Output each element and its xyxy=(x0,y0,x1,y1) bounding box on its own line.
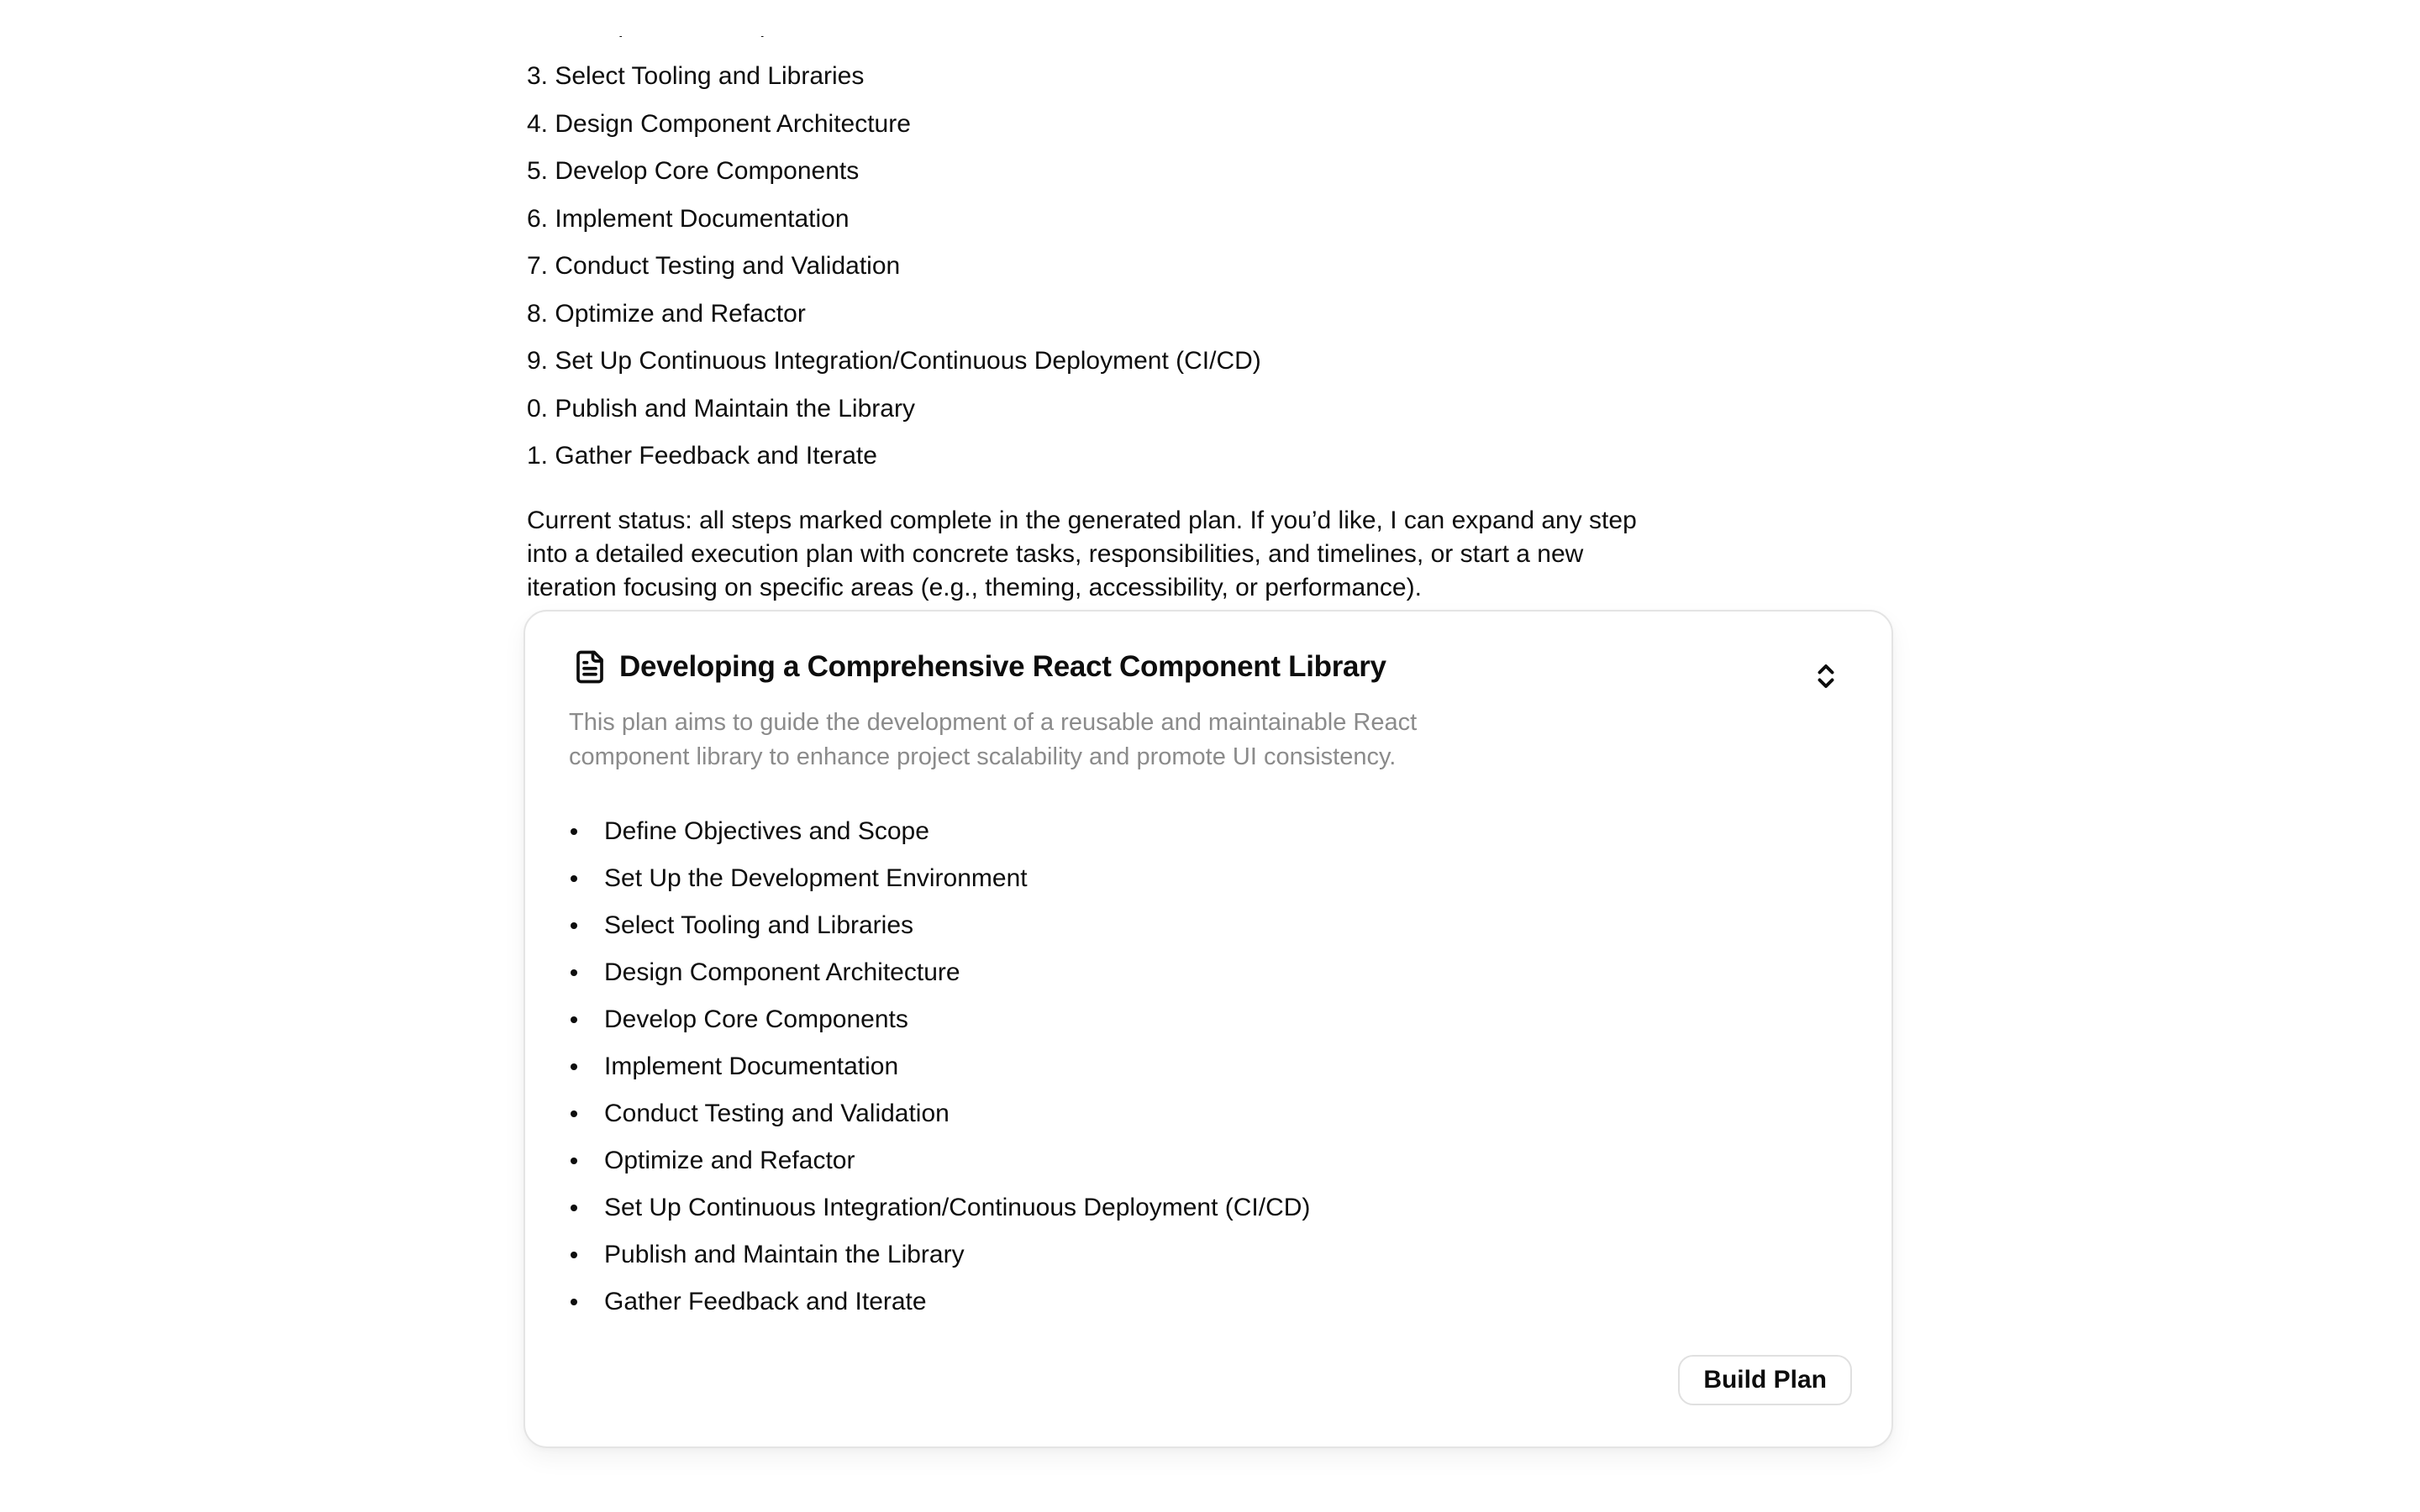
status-paragraph-line: iteration focusing on specific areas (e.g., theming, accessibility, or performance). xyxy=(527,574,1422,601)
status-paragraph-line: Current status: all steps marked complete in the generated plan. If you’d like, I can expand any step xyxy=(527,507,1637,534)
plan-card-header xyxy=(572,645,1386,689)
plan-step: 4. Design Component Architecture xyxy=(527,109,911,138)
file-text-icon xyxy=(572,648,608,686)
plan-bullet-item: Implement Documentation xyxy=(525,1050,1891,1084)
plan-bullet-item: Set Up Continuous Integration/Continuous Deployment (CI/CD) xyxy=(525,1191,1891,1225)
description-line: This plan aims to guide the development of a reusable and maintainable React xyxy=(569,709,1418,736)
plan-bullet-item: Optimize and Refactor xyxy=(525,1144,1891,1178)
status-paragraph xyxy=(527,504,1637,605)
plan-step: 6. Implement Documentation xyxy=(527,204,850,233)
plan-bullet-item: Design Component Architecture xyxy=(525,956,1891,990)
plan-bullet-item: Gather Feedback and Iterate xyxy=(525,1285,1891,1319)
plan-card xyxy=(523,610,1893,1448)
plan-bullet-item: Develop Core Components xyxy=(525,1003,1891,1037)
plan-step: 3. Select Tooling and Libraries xyxy=(527,62,865,90)
plan-step: 9. Set Up Continuous Integration/Continuous Deployment (CI/CD) xyxy=(527,347,1261,375)
plan-steps-list xyxy=(527,60,1261,487)
plan-bullet-item: Select Tooling and Libraries xyxy=(525,909,1891,942)
top-clip-mask xyxy=(0,0,2420,36)
plan-bullet-item: Define Objectives and Scope xyxy=(525,815,1891,848)
status-paragraph-line: into a detailed execution plan with concrete tasks, responsibilities, and timelines, or start a new xyxy=(527,540,1584,568)
plan-bullet-item: Publish and Maintain the Library xyxy=(525,1238,1891,1272)
plan-step: 8. Optimize and Refactor xyxy=(527,299,806,328)
plan-step: 7. Conduct Testing and Validation xyxy=(527,252,901,280)
description-line: component library to enhance project scalability and promote UI consistency. xyxy=(569,743,1397,770)
plan-step: 1. Gather Feedback and Iterate xyxy=(527,442,877,470)
plan-bullet-item: Conduct Testing and Validation xyxy=(525,1097,1891,1131)
plan-card-description xyxy=(569,706,1417,774)
plan-bullet-item: Set Up the Development Environment xyxy=(525,862,1891,895)
plan-card-title: Developing a Comprehensive React Component Library xyxy=(619,650,1386,683)
build-plan-button[interactable]: Build Plan xyxy=(1678,1355,1852,1405)
plan-step: 5. Develop Core Components xyxy=(527,157,860,185)
chevrons-up-down-icon xyxy=(1811,661,1841,694)
expand-collapse-button[interactable] xyxy=(1807,659,1844,696)
plan-step: 0. Publish and Maintain the Library xyxy=(527,394,915,423)
plan-card-bullet-list xyxy=(525,815,1891,1332)
